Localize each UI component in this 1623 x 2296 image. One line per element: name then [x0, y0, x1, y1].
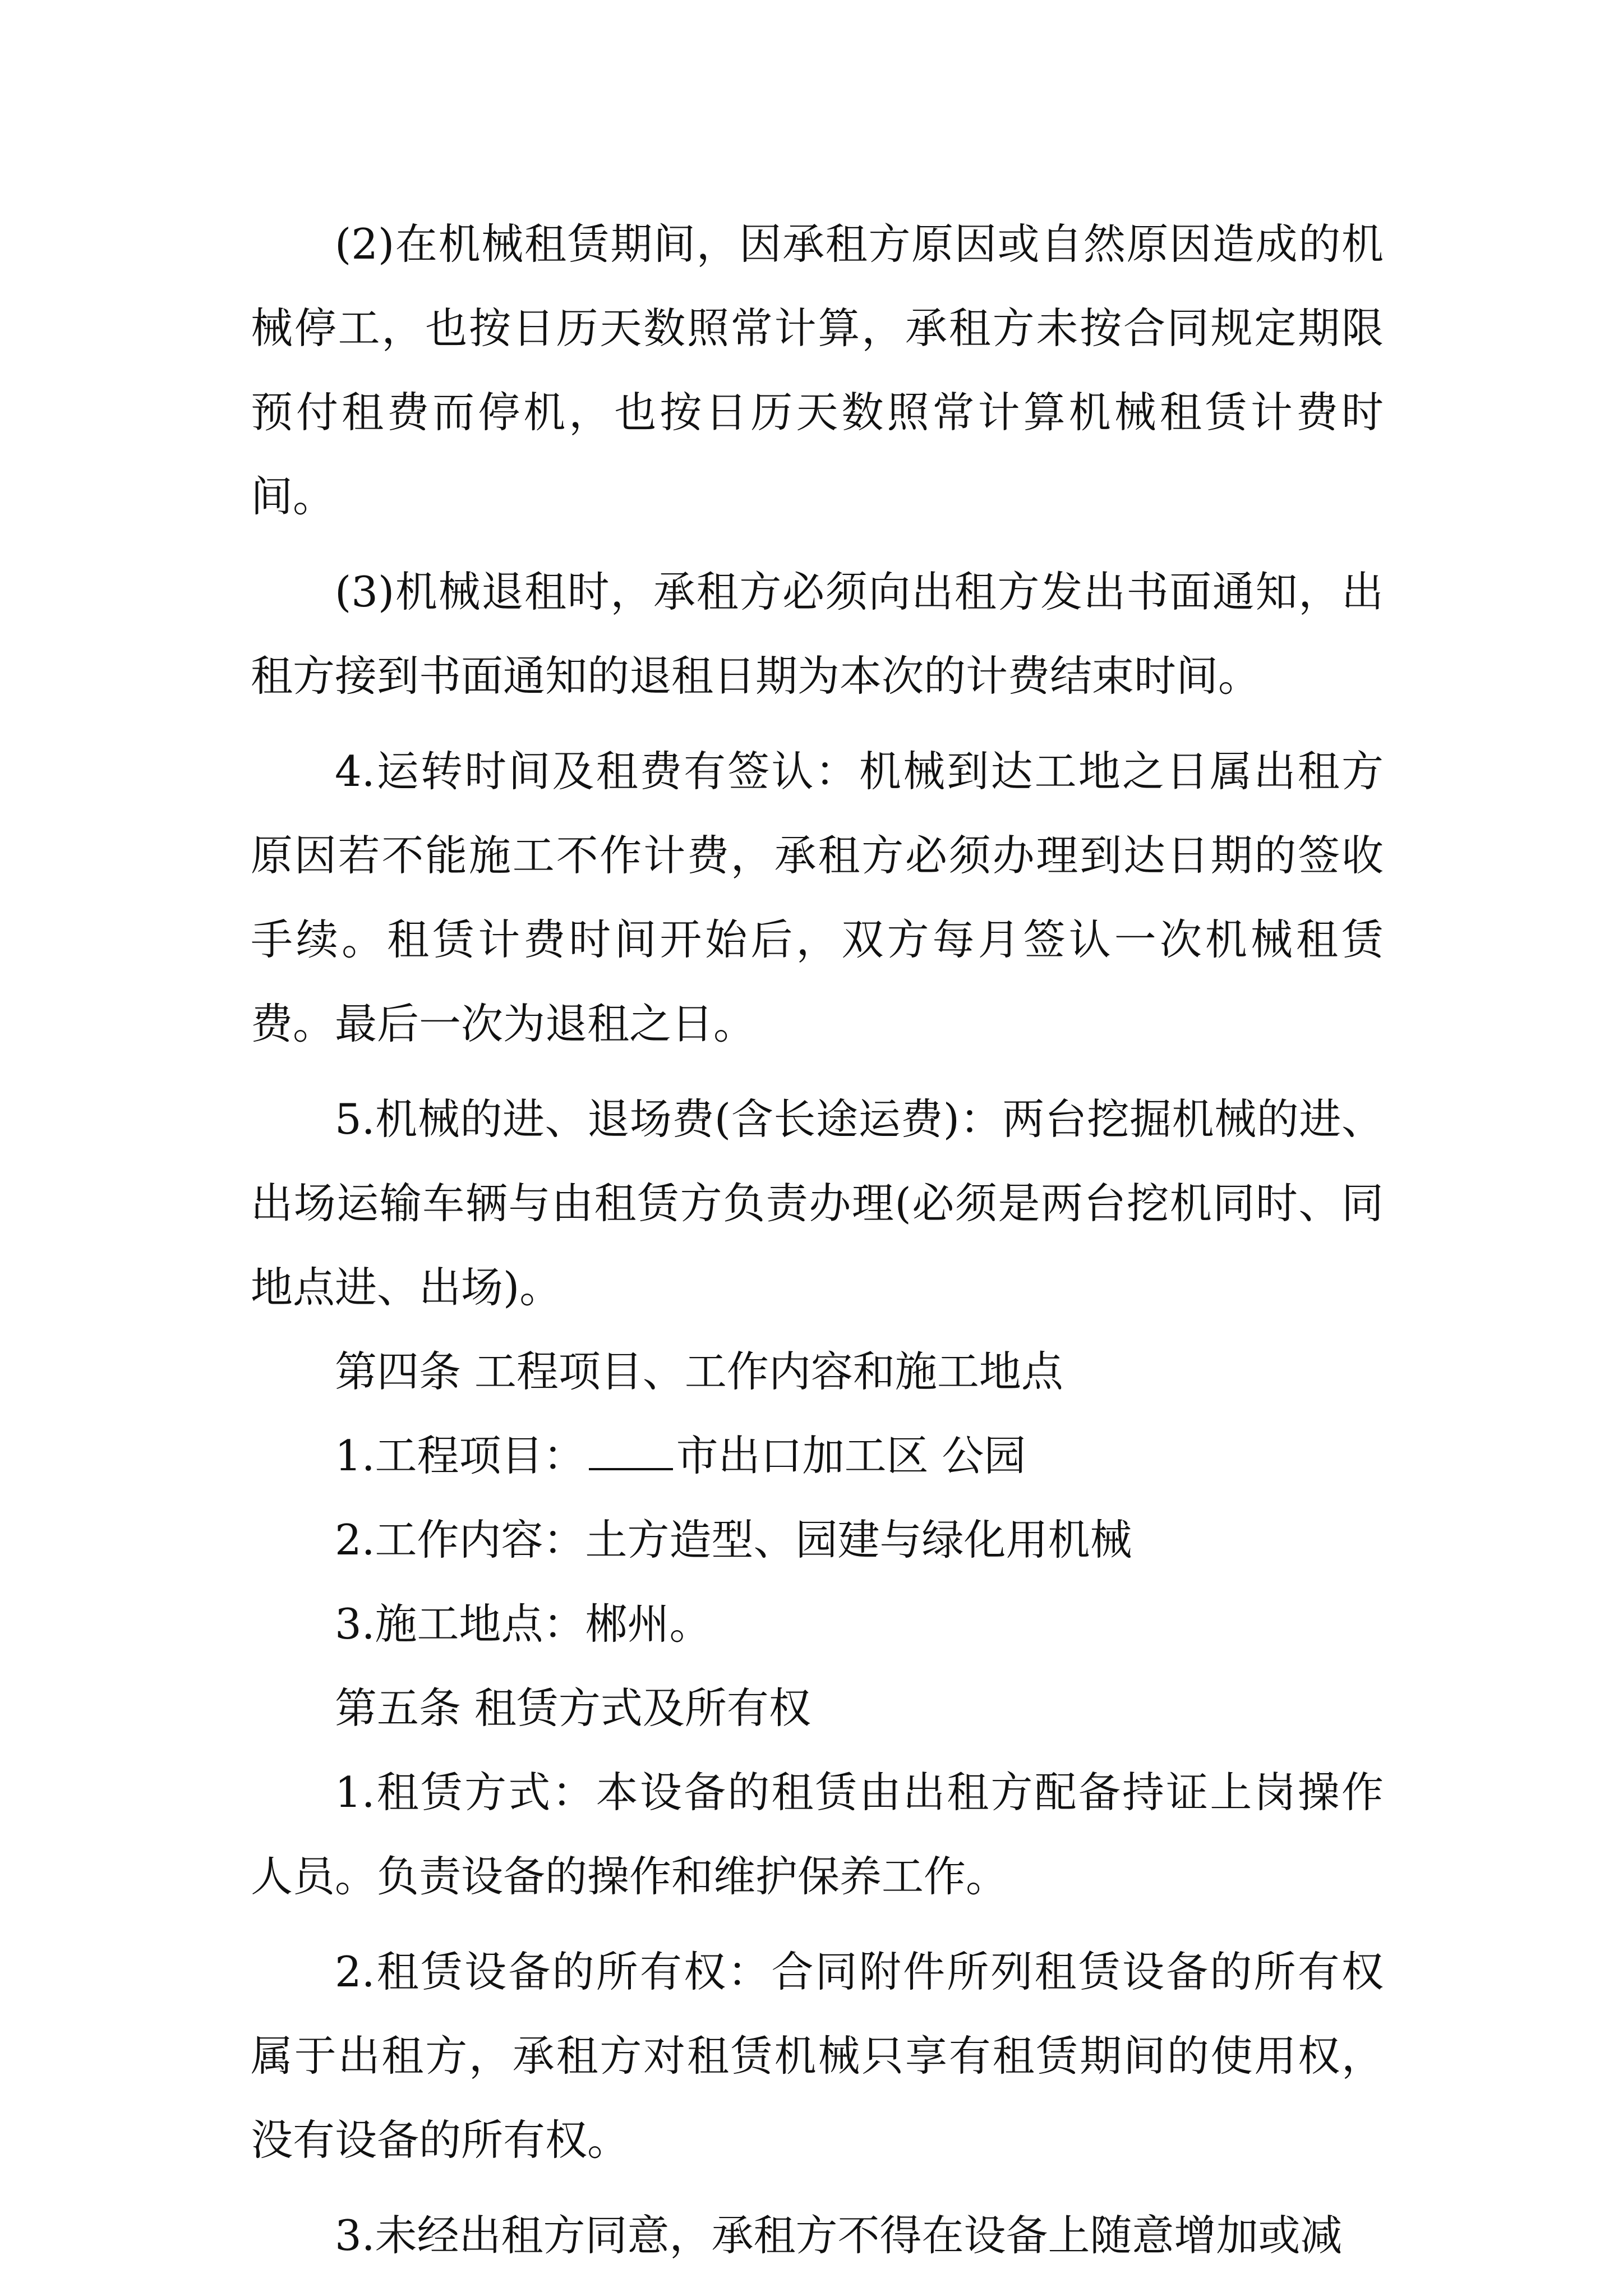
- article-4-heading: 第四条 工程项目、工作内容和施工地点: [335, 1347, 1063, 1396]
- article-4-item-1-suffix: 市出口加工区 公园: [676, 1431, 1026, 1480]
- article-4-item-1: [251, 1414, 1384, 1498]
- article-4-item-2: 2.工作内容：土方造型、园建与绿化用机械: [335, 1515, 1132, 1565]
- document-body: [251, 202, 1384, 2277]
- article-5-item-2: 2.租赁设备的所有权：合同附件所列租赁设备的所有权属于出租方，承租方对租赁机械只享有租赁期间的使用权，没有设备的所有权。: [251, 1947, 1384, 2165]
- article-5-item-1: 1.租赁方式：本设备的租赁由出租方配备持证上岗操作人员。负责设备的操作和维护保养工作。: [251, 1768, 1384, 1901]
- paragraph-operation-time: 4.运转时间及租费有签认：机械到达工地之日属出租方原因若不能施工不作计费，承租方必须办理到达日期的签收手续。租赁计费时间开始后，双方每月签认一次机械租赁费。最后一次为退租之日。: [251, 747, 1384, 1048]
- article-5-heading: 第五条 租赁方式及所有权: [335, 1683, 811, 1733]
- paragraph-billing-downtime: (2)在机械租赁期间，因承租方原因或自然原因造成的机械停工，也按日历天数照常计算，承租方未按合同规定期限预付租费而停机，也按日历天数照常计算机械租赁计费时间。: [251, 219, 1384, 521]
- article-4-item-3: 3.施工地点：郴州。: [335, 1599, 712, 1649]
- article-4-item-1-prefix: 1.工程项目：: [335, 1431, 585, 1480]
- paragraph-entry-exit-fee: 5.机械的进、退场费(含长途运费)：两台挖掘机械的进、出场运输车辆与由租赁方负责办理(必须是两台挖机同时、同地点进、出场)。: [251, 1094, 1384, 1312]
- blank-underline: [589, 1434, 673, 1470]
- paragraph-return-notice: (3)机械退租时，承租方必须向出租方发出书面通知，出租方接到书面通知的退租日期为本次的计费结束时间。: [251, 567, 1384, 701]
- article-5-item-3: 3.未经出租方同意，承租方不得在设备上随意增加或减: [335, 2211, 1343, 2260]
